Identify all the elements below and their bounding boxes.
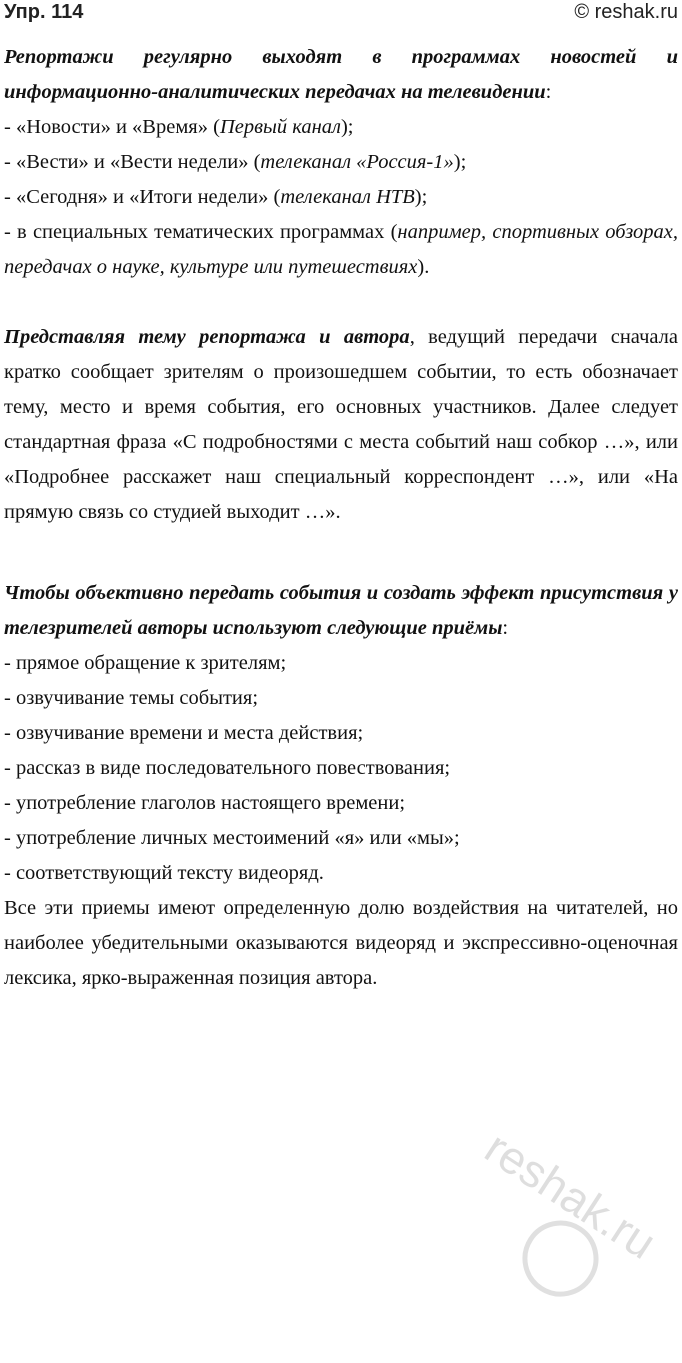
page-header	[0, 0, 682, 30]
list-item-italic: например, спортивных обзорах, передачах о науке, культуре или путешествиях	[4, 221, 678, 278]
conclusion-paragraph: Все эти приемы имеют определенную долю воздействия на читателей, но наиболее убедительными оказываются видеоряд и экспрессивно-оценочная лексика, ярко-выраженная позиция автора.	[4, 897, 678, 989]
site-copyright: © reshak.ru	[574, 1, 678, 23]
list-item: - озвучивание времени и места действия;	[4, 722, 364, 744]
section2-body: , ведущий передачи сначала кратко сообщает зрителям о произошедшем событии, то есть обозначает тему, место и время события, его основных участников. Далее следует стандартная фраза «С подробностями с места событий наш собкор …», или «Подробнее расскажет наш специальный корреспондент …», или «На прямую связь со студией выходит …».	[4, 326, 678, 523]
list-item: - употребление личных местоимений «я» или «мы»;	[4, 827, 460, 849]
list-item-italic: телеканал «Россия-1»	[260, 151, 454, 173]
copyright-circle-icon	[508, 1206, 613, 1311]
list-item-end: );	[453, 151, 467, 173]
list-item-text: - «Вести» и «Вести недели» (	[4, 151, 261, 173]
list-item: - употребление глаголов настоящего времени;	[4, 792, 406, 814]
section1-intro-bold: Репортажи регулярно выходят в программах новостей и информационно-аналитических передачах на телевидении	[4, 46, 678, 103]
list-item	[4, 110, 678, 145]
list-item-end: );	[340, 116, 354, 138]
list-item: - озвучивание темы события;	[4, 687, 259, 709]
section3-intro	[4, 576, 678, 646]
paragraph-gap	[4, 285, 678, 320]
list-item	[4, 180, 678, 215]
document-body	[4, 40, 678, 996]
list-item	[4, 145, 678, 180]
exercise-title: Упр. 114	[4, 1, 84, 23]
paragraph-gap	[4, 530, 678, 576]
list-item-italic: телеканал НТВ	[280, 186, 415, 208]
list-item-text: - «Сегодня» и «Итоги недели» (	[4, 186, 281, 208]
section2-lead-bold: Представляя тему репортажа и автора	[4, 326, 410, 348]
section1-intro-end: :	[545, 81, 552, 103]
watermark	[418, 1120, 673, 1363]
list-item-end: );	[414, 186, 428, 208]
list-item-end: ).	[417, 256, 430, 278]
list-item: - прямое обращение к зрителям;	[4, 652, 287, 674]
list-item-text: - «Новости» и «Время» (	[4, 116, 220, 138]
list-item-text: - в специальных тематических программах (	[4, 221, 398, 243]
list-item-italic: Первый канал	[219, 116, 341, 138]
section3-intro-bold: Чтобы объективно передать события и создать эффект присутствия у телезрителей авторы используют следующие приёмы	[4, 582, 678, 639]
list-item: - рассказ в виде последовательного повествования;	[4, 757, 451, 779]
list-item: - соответствующий тексту видеоряд.	[4, 862, 324, 884]
watermark-text: reshak.ru	[476, 1120, 666, 1269]
section1-intro	[4, 40, 678, 110]
section3-intro-end: :	[502, 617, 509, 639]
list-item	[4, 215, 678, 285]
section2-paragraph	[4, 320, 678, 530]
